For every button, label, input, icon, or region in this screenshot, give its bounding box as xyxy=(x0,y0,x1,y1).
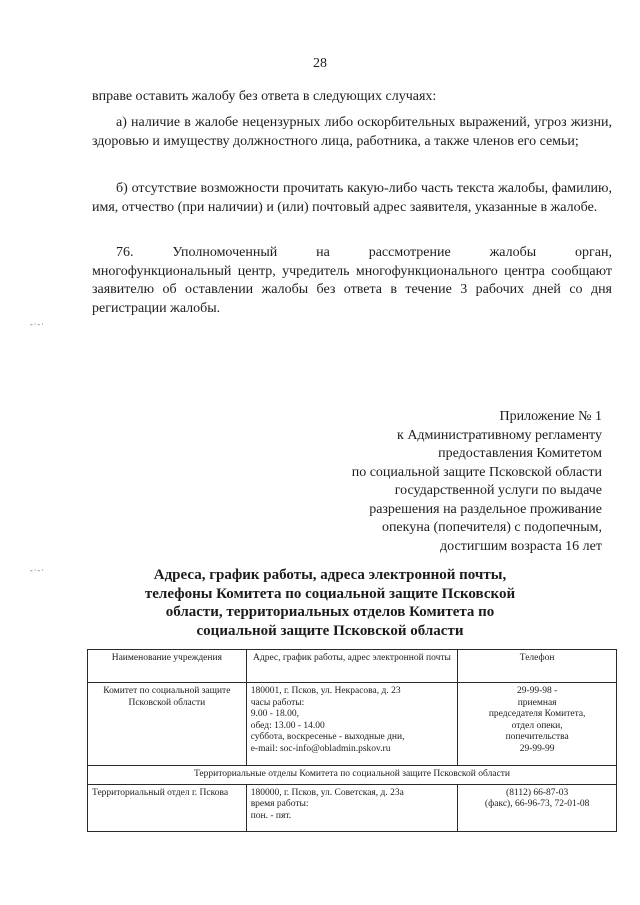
appendix-note xyxy=(272,408,602,556)
paragraph-76-first-line xyxy=(92,244,612,263)
address-line: e-mail: soc-info@obladmin.pskov.ru xyxy=(250,743,391,754)
cell-address xyxy=(246,784,458,831)
phone-line: отдел опеки, xyxy=(511,720,563,731)
address-line: 180000, г. Псков, ул. Советская, д. 23а xyxy=(250,787,404,798)
p76-word: рассмотрение xyxy=(368,245,451,260)
appendix-line: опекуна (попечителя) с подопечным, xyxy=(381,520,602,535)
phone-line: (факс), 66-96-73, 72-01-08 xyxy=(484,799,590,809)
heading-line: телефоны Комитета по социальной защите Псковской xyxy=(144,585,516,602)
address-line: время работы: xyxy=(250,799,309,809)
address-line: обед: 13.00 - 14.00 xyxy=(250,720,325,731)
page-number: 28 xyxy=(313,56,327,71)
appendix-line: предоставления Комитетом xyxy=(438,446,602,461)
paragraph-76 xyxy=(92,244,612,318)
table-section-row xyxy=(88,766,617,785)
section-header-territorial: Территориальные отделы Комитета по социальной защите Псковской области xyxy=(88,766,617,785)
address-line: суббота, воскресенье - выходные дни, xyxy=(250,732,405,742)
appendix-line: по социальной защите Псковской области xyxy=(351,464,602,480)
column-header-phone: Телефон xyxy=(458,650,617,683)
heading-line: социальной защите Псковской области xyxy=(196,622,464,639)
column-header-name: Наименование учреждения xyxy=(88,650,247,683)
address-line: пон. - пят. xyxy=(250,810,292,821)
appendix-line: разрешения на раздельное проживание xyxy=(369,501,602,517)
appendix-line: государственной услуги по выдаче xyxy=(394,483,602,498)
table-heading xyxy=(110,566,550,640)
scan-artifact: -·-· xyxy=(30,566,45,575)
address-line: 180001, г. Псков, ул. Некрасова, д. 23 xyxy=(250,686,401,696)
offices-table xyxy=(87,649,617,832)
phone-line: приемная xyxy=(517,697,557,708)
column-header-address: Адрес, график работы, адрес электронной почты xyxy=(246,650,458,683)
address-line: часы работы: xyxy=(250,697,305,708)
scan-artifact: -·-· xyxy=(30,320,45,329)
cell-institution-name: Территориальный отдел г. Пскова xyxy=(88,784,247,831)
table-header-row xyxy=(88,650,617,683)
appendix-line: достигшим возраста 16 лет xyxy=(440,538,602,554)
phone-line: председателя Комитета, xyxy=(488,709,586,719)
cell-address xyxy=(246,683,458,766)
phone-line: (8112) 66-87-03 xyxy=(506,787,569,798)
paragraph-item-b: б) отсутствие возможности прочитать какую-либо часть текста жалобы, фамилию, имя, отчество (при наличии) и (или) почтовый адрес заявителя, указанные в жалобе. xyxy=(92,181,612,215)
p76-word: 76. xyxy=(116,245,134,260)
phone-line: 29-99-98 - xyxy=(516,686,558,696)
phone-line: 29-99-99 xyxy=(519,743,555,754)
table-row xyxy=(88,784,617,831)
phone-line: попечительства xyxy=(505,732,569,742)
paragraph-item-a: а) наличие в жалобе нецензурных либо оскорбительных выражений, угроз жизни, здоровью и имуществу должностного лица, работника, а также членов его семьи; xyxy=(92,115,612,149)
address-line: 9.00 - 18.00, xyxy=(250,709,299,719)
appendix-line: Приложение № 1 xyxy=(499,409,602,424)
paragraph-intro: вправе оставить жалобу без ответа в следующих случаях: xyxy=(92,89,437,104)
paragraph-76-rest: многофункциональный центр, учредитель многофункционального центра сообщают заявителю об оставлении жалобы без ответа в течение 3 рабочих дней со дня регистрации жалобы. xyxy=(92,263,612,316)
table-row xyxy=(88,683,617,766)
heading-line: области, территориальных отделов Комитета по xyxy=(165,604,495,620)
cell-institution-name: Комитет по социальной защите Псковской области xyxy=(88,683,247,766)
p76-word: Уполномоченный xyxy=(172,245,278,260)
appendix-line: к Административному регламенту xyxy=(397,427,602,443)
p76-word: на xyxy=(316,245,330,260)
heading-line: Адреса, график работы, адреса электронной почты, xyxy=(153,567,507,583)
cell-phone xyxy=(458,784,617,831)
p76-word: орган, xyxy=(575,245,612,260)
p76-word: жалобы xyxy=(489,245,537,260)
cell-phone xyxy=(458,683,617,766)
